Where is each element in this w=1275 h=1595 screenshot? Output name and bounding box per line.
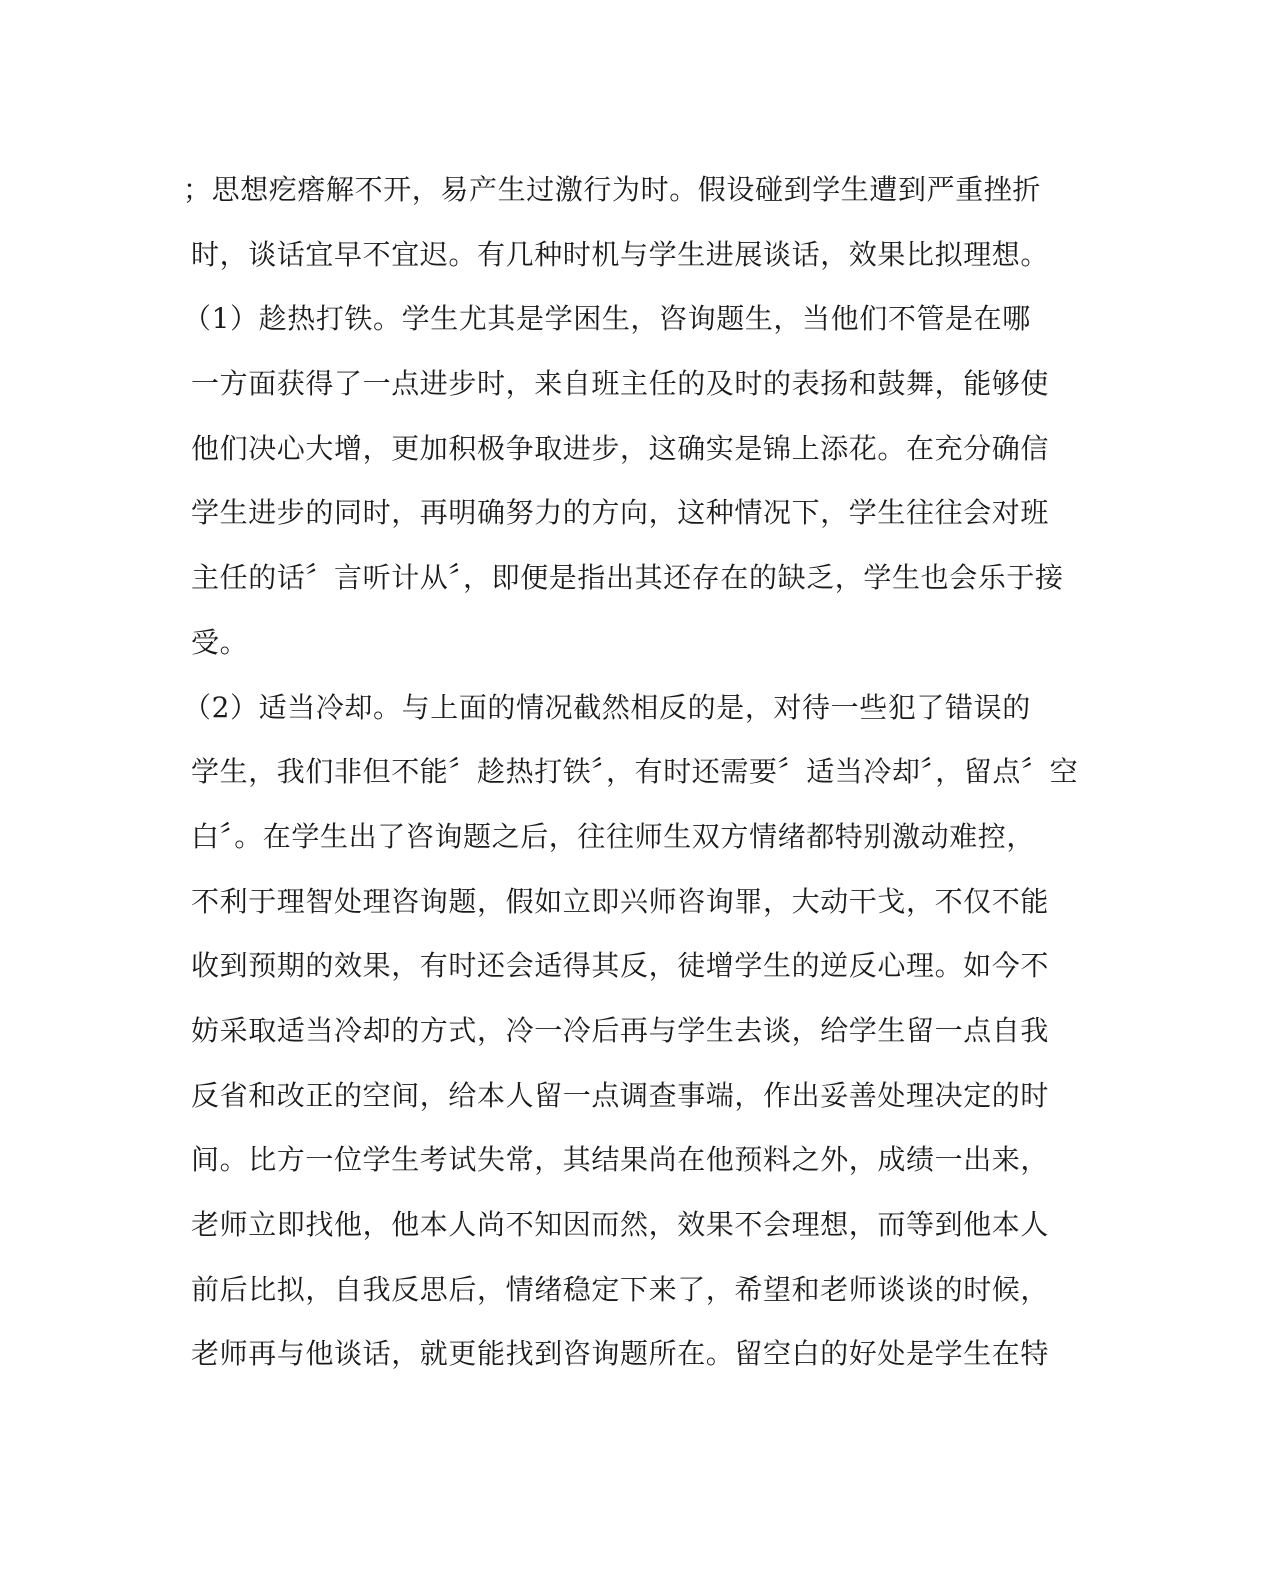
text-line: 受。 [191, 625, 249, 659]
text-line: 学生进步的同时，再明确努力的方向，这种情况下，学生往往会对班 [191, 496, 1050, 530]
text-line: 不利于理智处理咨询题，假如立即兴师咨询罪，大动干戈，不仅不能 [191, 884, 1050, 918]
text-line: 老师再与他谈话，就更能找到咨询题所在。留空白的好处是学生在特 [191, 1337, 1050, 1371]
text-line: 反省和改正的空间，给本人留一点调查事端，作出妥善处理决定的时 [191, 1078, 1050, 1112]
text-line: 一方面获得了一点进步时，来自班主任的及时的表扬和鼓舞，能够使 [191, 367, 1050, 401]
text-line: （2）适当冷却。与上面的情况截然相反的是，对待一些犯了错误的 [183, 690, 1031, 724]
text-line: 前后比拟，自我反思后，情绪稳定下来了，希望和老师谈谈的时候， [191, 1272, 1050, 1306]
text-line: 他们决心大增，更加积极争取进步，这确实是锦上添花。在充分确信 [191, 431, 1050, 465]
text-line: 学生，我们非但不能〞趁热打铁〞，有时还需要〞适当冷却〞，留点〞空 [191, 755, 1079, 789]
text-line: 主任的话〞言听计从〞，即便是指出其还存在的缺乏，学生也会乐于接 [191, 561, 1064, 595]
text-line: 时，谈话宜早不宜迟。有几种时机与学生进展谈话，效果比拟理想。 [191, 237, 1050, 271]
text-line: 间。比方一位学生考试失常，其结果尚在他预料之外，成绩一出来， [191, 1143, 1050, 1177]
text-line: ；思想疙瘩解不开，易产生过激行为时。假设碰到学生遭到严重挫折 [183, 173, 1042, 206]
text-line: 收到预期的效果，有时还会适得其反，徒增学生的逆反心理。如今不 [191, 949, 1050, 983]
text-line: 白〞。在学生出了咨询题之后，往往师生双方情绪都特别激动难控， [191, 819, 1036, 853]
text-line: 妨采取适当冷却的方式，冷一冷后再与学生去谈，给学生留一点自我 [191, 1013, 1050, 1047]
body-text [183, 158, 1079, 1387]
text-line: 老师立即找他，他本人尚不知因而然，效果不会理想，而等到他本人 [191, 1208, 1050, 1241]
text-line: （1）趁热打铁。学生尤其是学困生，咨询题生，当他们不管是在哪 [183, 302, 1031, 336]
